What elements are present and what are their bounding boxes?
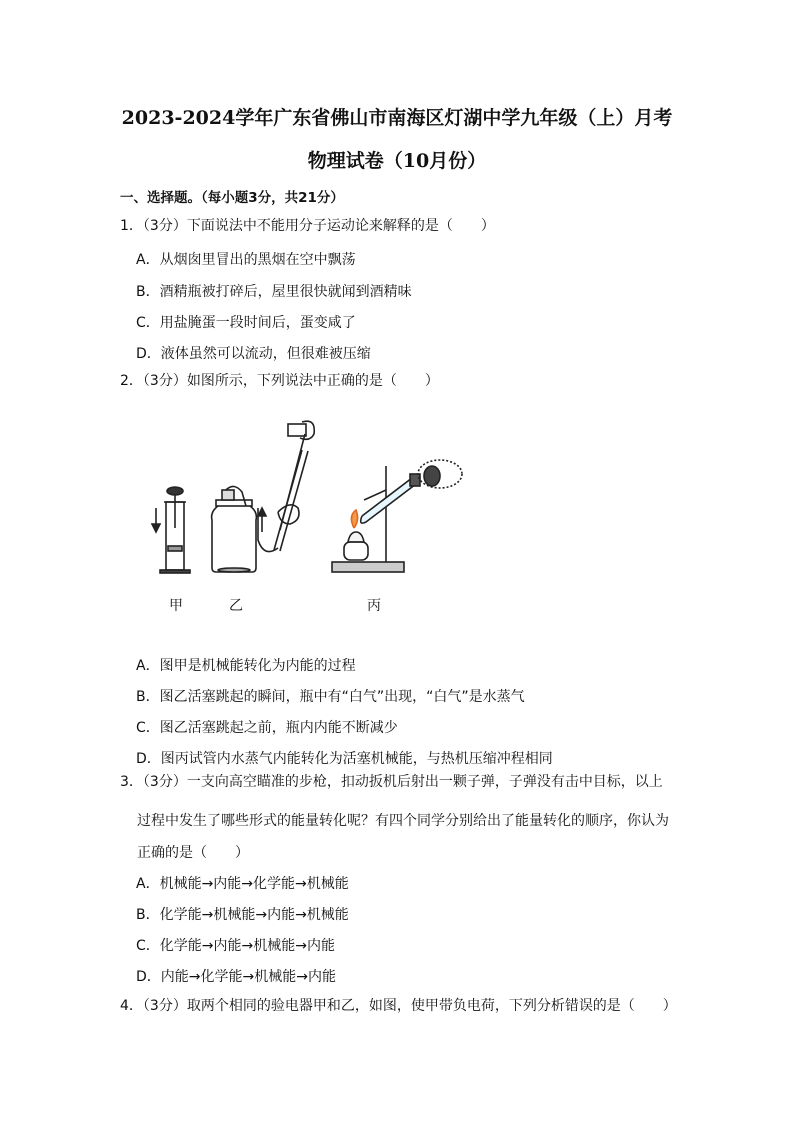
title-line-1: 2023-2024学年广东省佛山市南海区灯湖中学九年级（上）月考 [121,107,673,129]
question-3-option-d: D．内能→化学能→机械能→内能 [136,969,336,985]
question-1-option-c: C．用盐腌蛋一段时间后，蛋变咸了 [136,315,356,331]
question-1-option-d: D．液体虽然可以流动，但很难被压缩 [136,346,371,362]
section-heading: 一、选择题。（每小题3分，共21分） [120,190,344,206]
figure-yi-bottle-pump [212,421,315,572]
question-3-stem-line-3: 正确的是（ ） [137,845,249,861]
figure-label-yi: 乙 [229,598,243,614]
title-line-2: 物理试卷（10月份） [307,150,487,172]
question-2-option-b: B．图乙活塞跳起的瞬间，瓶中有“白气”出现，“白气”是水蒸气 [136,689,525,705]
question-2-stem: 2．（3分）如图所示，下列说法中正确的是（ ） [120,373,439,389]
figure-jia-cylinder [152,487,190,573]
question-2-option-a: A．图甲是机械能转化为内能的过程 [136,658,356,674]
question-2-figure [150,420,470,580]
question-1-stem: 1．（3分）下面说法中不能用分子运动论来解释的是（ ） [120,218,495,234]
question-2-option-d: D．图丙试管内水蒸气内能转化为活塞机械能，与热机压缩冲程相同 [136,751,553,767]
figure-bing-test-tube [332,460,462,572]
question-3-option-c: C．化学能→内能→机械能→内能 [136,938,335,954]
question-3-stem-line-1: 3．（3分）一支向高空瞄准的步枪，扣动扳机后射出一颗子弹，子弹没有击中目标，以上 [120,774,663,790]
question-3-option-b: B．化学能→机械能→内能→机械能 [136,907,349,923]
question-3-stem-line-2: 过程中发生了哪些形式的能量转化呢？有四个同学分别给出了能量转化的顺序，你认为 [137,813,669,829]
question-4-stem: 4．（3分）取两个相同的验电器甲和乙，如图，使甲带负电荷，下列分析错误的是（ ） [120,998,677,1014]
figure-label-bing: 丙 [367,598,381,614]
question-1-option-a: A．从烟囱里冒出的黑烟在空中飘荡 [136,252,356,268]
question-1-option-b: B．酒精瓶被打碎后，屋里很快就闻到酒精味 [136,284,412,300]
figure-label-jia: 甲 [169,598,183,614]
question-3-option-a: A．机械能→内能→化学能→机械能 [136,876,349,892]
question-2-option-c: C．图乙活塞跳起之前，瓶内内能不断减少 [136,720,398,736]
